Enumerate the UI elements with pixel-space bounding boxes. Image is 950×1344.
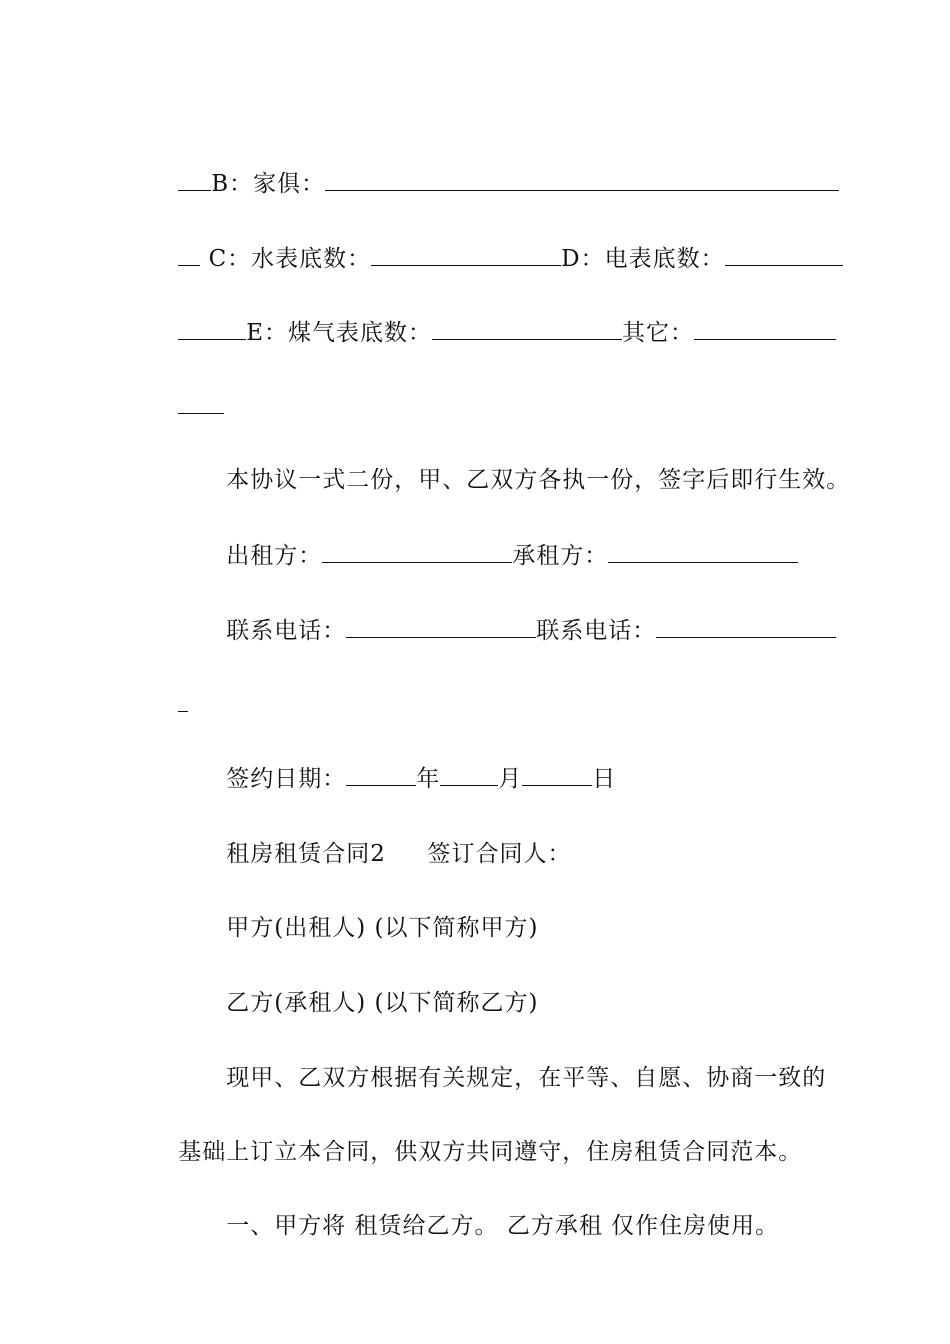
- blank-line: [656, 615, 836, 638]
- year-label: 年: [416, 766, 441, 792]
- phone-line: [193, 585, 836, 676]
- electric-meter-label: D：电表底数：: [561, 246, 725, 272]
- continuation-blank: [145, 659, 188, 750]
- blank-line: [371, 243, 561, 266]
- sign-date-label: 签约日期：: [226, 766, 347, 792]
- lessee-phone-label: 联系电话：: [536, 618, 657, 644]
- lessee-label: 承租方：: [512, 543, 609, 569]
- blank-line: [178, 243, 200, 266]
- furniture-label: B：家俱：: [211, 171, 326, 197]
- other-label: 其它：: [622, 320, 695, 346]
- blank-line: [322, 540, 512, 563]
- clause-line: [193, 1181, 779, 1271]
- party-b-text: 乙方(承租人) (以下简称乙方): [226, 990, 539, 1016]
- day-label: 日: [592, 766, 617, 792]
- blank-line: [178, 317, 246, 340]
- blank-line: [178, 168, 211, 191]
- contract-title: 租房租赁合同2: [226, 841, 386, 867]
- gas-meter-line: [145, 287, 836, 378]
- party-a-text: 甲方(出租人) (以下简称甲方): [226, 915, 539, 941]
- blank-line: [178, 689, 188, 712]
- paragraph-text: 基础上订立本合同，供双方共同遵守，住房租赁合同范本。: [178, 1139, 803, 1165]
- month-blank: [440, 763, 498, 786]
- agreement-sentence: 本协议一式二份，甲、乙双方各执一份，签字后即行生效。: [226, 467, 851, 493]
- clause-text: 一、甲方将 租赁给乙方。 乙方承租 仅作住房使用。: [226, 1213, 780, 1239]
- year-blank: [346, 763, 416, 786]
- blank-line: [608, 540, 798, 563]
- blank-line: [178, 391, 224, 414]
- month-label: 月: [498, 766, 523, 792]
- blank-line: [346, 615, 536, 638]
- paragraph-text: 现甲、乙双方根据有关规定，在平等、自愿、协商一致的: [226, 1065, 827, 1091]
- blank-line: [694, 317, 836, 340]
- lessor-phone-label: 联系电话：: [226, 618, 347, 644]
- blank-line: [725, 243, 843, 266]
- blank-line: [432, 317, 622, 340]
- signers-label: 签订合同人：: [427, 841, 572, 867]
- gas-meter-label: E：煤气表底数：: [246, 320, 433, 346]
- water-meter-label: C：水表底数：: [208, 246, 372, 272]
- lessor-label: 出租方：: [226, 543, 323, 569]
- day-blank: [522, 763, 592, 786]
- blank-line: [325, 168, 839, 191]
